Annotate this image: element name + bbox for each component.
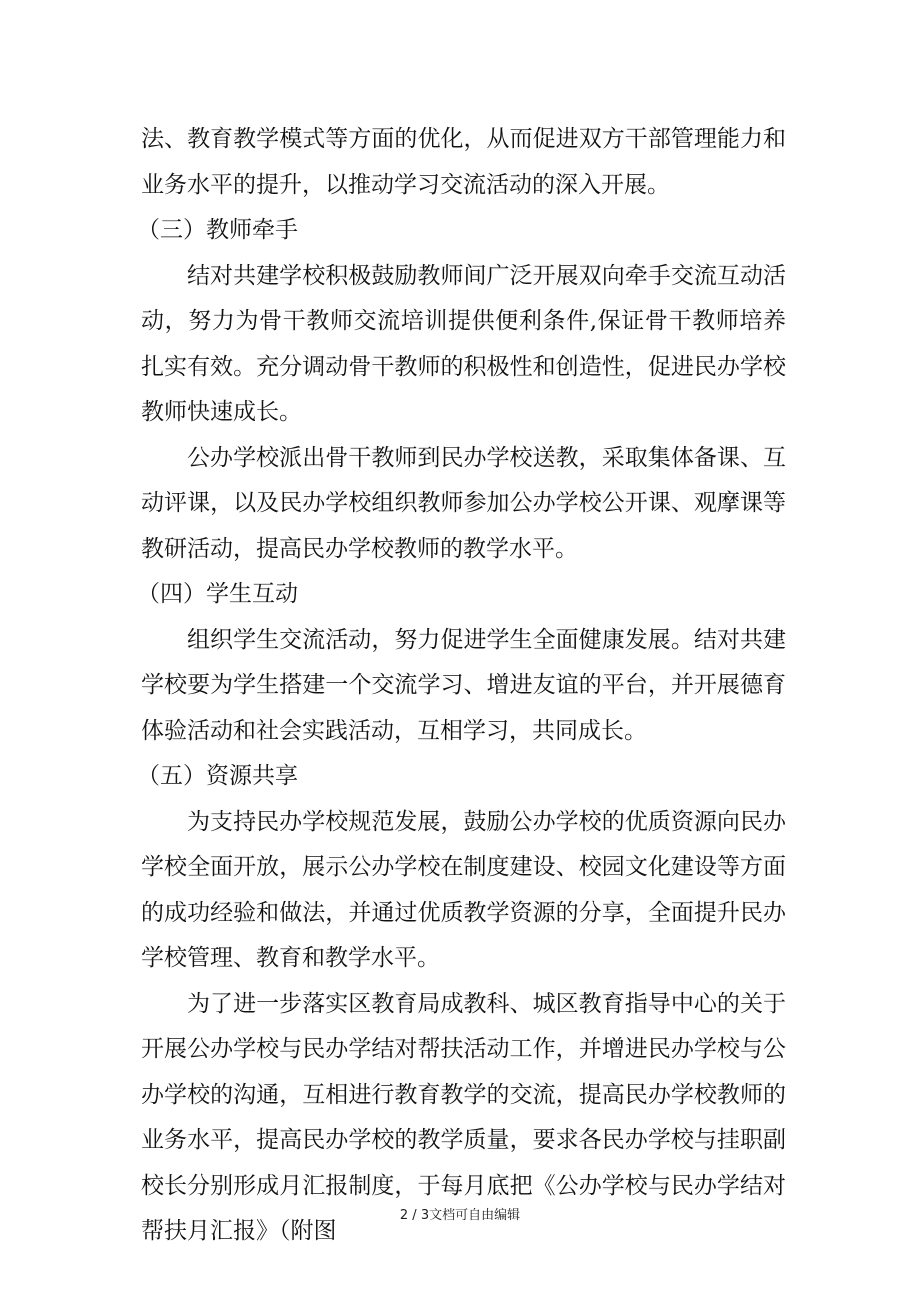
document-body xyxy=(137,117,786,1255)
section-heading-resources: （五）资源共享 xyxy=(137,763,298,789)
paragraph-teachers-1: 结对共建学校积极鼓励教师间广泛开展双向牵手交流互动活动，努力为骨干教师交流培训提供便利条件,保证骨干教师培养扎实有效。充分调动骨干教师的积极性和创造性，促进民办学校教师快速成长。 xyxy=(141,262,786,425)
paragraph-continuation: 法、教育教学模式等方面的优化，从而促进双方干部管理能力和业务水平的提升，以推动学习交流活动的深入开展。 xyxy=(141,126,786,198)
paragraph-students: 组织学生交流活动，努力促进学生全面健康发展。结对共建学校要为学生搭建一个交流学习、增进友谊的平台，并开展德育体验活动和社会实践活动，互相学习，共同成长。 xyxy=(141,626,786,744)
section-heading-teachers: （三）教师牵手 xyxy=(137,217,298,243)
section-heading-students: （四）学生互动 xyxy=(137,581,298,607)
paragraph-resources: 为支持民办学校规范发展，鼓励公办学校的优质资源向民办学校全面开放，展示公办学校在制度建设、校园文化建设等方面的成功经验和做法，并通过优质教学资源的分享，全面提升民办学校管理、教育和教学水平。 xyxy=(141,808,786,971)
paragraph-monthly-report: 为了进一步落实区教育局成教科、城区教育指导中心的关于开展公办学校与民办学结对帮扶活动工作，并增进民办学校与公办学校的沟通，互相进行教育教学的交流，提高民办学校教师的业务水平，提高民办学校的教学质量，要求各民办学校与挂职副校长分别形成月汇报制度，于每月底把《公办学校与民办学结对帮扶月汇报》（附图 xyxy=(141,990,786,1244)
page-footer: 2 / 3文档可自由编辑 xyxy=(399,1208,521,1223)
paragraph-teachers-2: 公办学校派出骨干教师到民办学校送教，采取集体备课、互动评课，以及民办学校组织教师参加公办学校公开课、观摩课等教研活动，提高民办学校教师的教学水平。 xyxy=(141,444,786,562)
